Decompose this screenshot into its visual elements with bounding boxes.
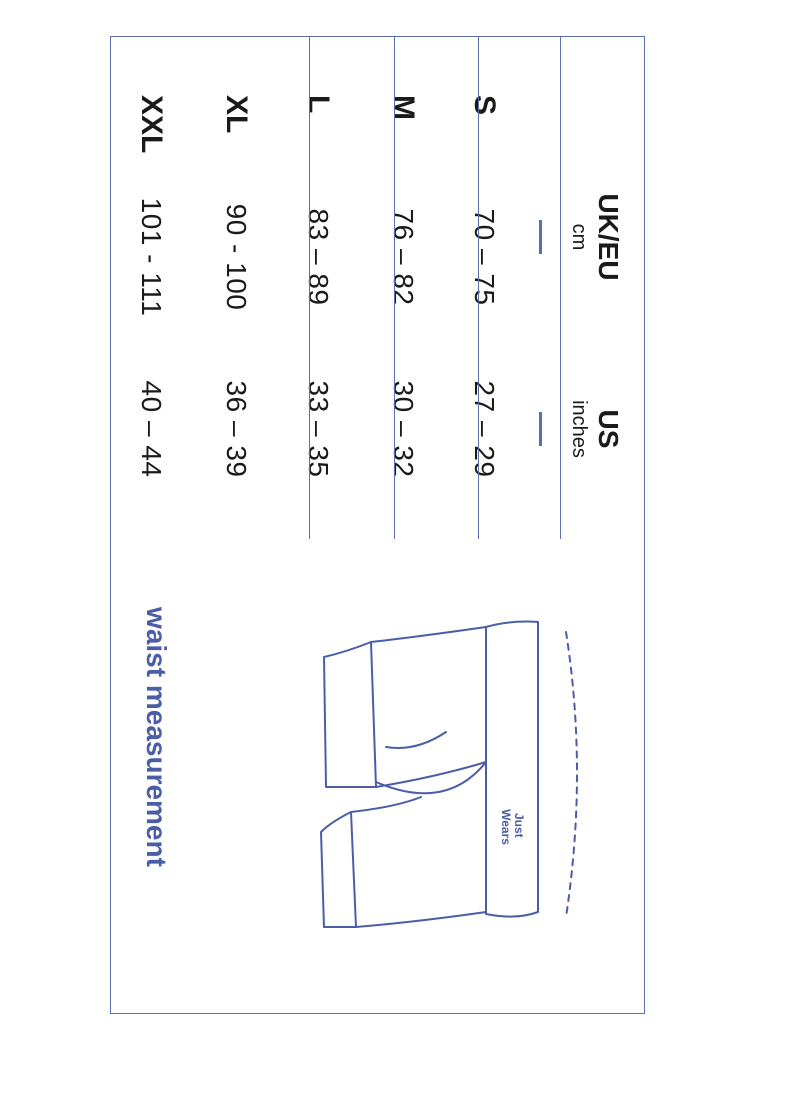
boxer-briefs-illustration [111, 582, 646, 1015]
column-header-us: US [593, 409, 624, 449]
table-cell-inches: 40 – 44 [136, 380, 167, 478]
pouch-seam [386, 732, 446, 748]
waistband-shape [486, 622, 538, 917]
row-divider [309, 37, 310, 539]
size-chart-card [110, 36, 645, 1014]
left-leg-hem [324, 642, 376, 787]
table-cell-inches: 27 – 29 [469, 380, 500, 478]
size-label-m: M [387, 95, 420, 120]
table-cell-cm: 83 – 89 [303, 208, 334, 306]
column-dash [539, 412, 542, 446]
table-cell-cm: 70 – 75 [469, 208, 500, 306]
size-label-xl: XL [220, 95, 253, 134]
column-header-uk-eu: UK/EU [593, 193, 624, 281]
table-cell-cm: 101 - 111 [136, 197, 167, 317]
column-unit-inches: inches [568, 400, 590, 458]
size-chart-content [111, 37, 646, 1015]
table-cell-cm: 76 – 82 [388, 208, 419, 306]
table-cell-inches: 30 – 32 [388, 380, 419, 478]
row-divider [478, 37, 479, 539]
row-divider [394, 37, 395, 539]
waist-measurement-caption: waist measurement [141, 607, 172, 867]
size-label-s: S [468, 95, 501, 116]
table-cell-cm: 90 - 100 [221, 203, 252, 311]
table-cell-inches: 33 – 35 [303, 380, 334, 478]
right-leg-shape [351, 792, 486, 927]
table-cell-inches: 36 – 39 [221, 380, 252, 478]
left-leg-shape [371, 627, 486, 787]
column-dash [539, 220, 542, 254]
column-unit-cm: cm [568, 223, 590, 251]
size-label-l: L [302, 95, 335, 114]
row-divider [560, 37, 561, 539]
brand-logo: Just Wears [499, 809, 526, 845]
size-label-xxl: XXL [135, 95, 168, 154]
waist-measure-dashed-line [566, 632, 577, 917]
